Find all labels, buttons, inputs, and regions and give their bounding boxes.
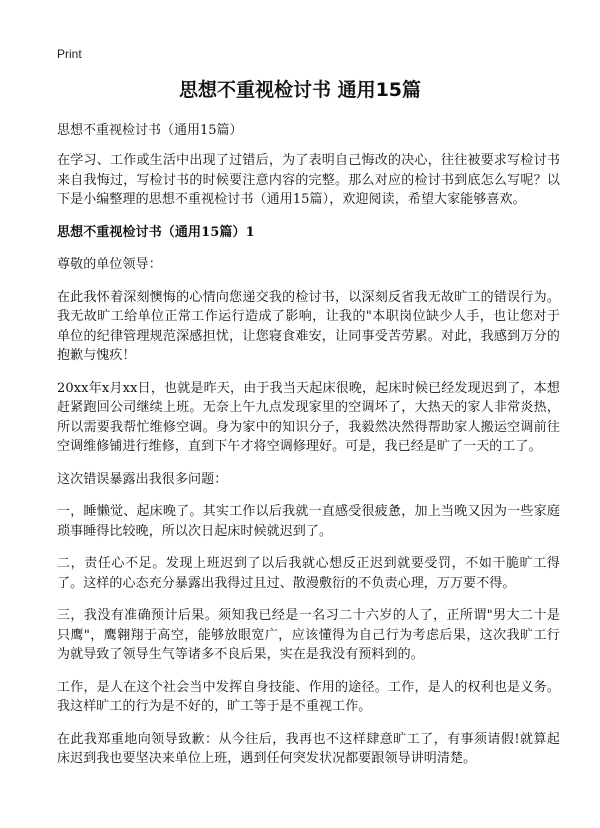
document-title: 思想不重视检讨书 通用15篇 — [178, 79, 422, 101]
section-heading: 思想不重视检讨书（通用15篇）1 — [57, 224, 255, 240]
salutation: 尊敬的单位领导： — [57, 257, 162, 272]
document-body — [57, 151, 560, 782]
body-paragraph: 工作，是人在这个社会当中发挥自身技能、作用的途径。工作，是人的权利也是义务。我这样旷工的行为是不好的，旷工等于是不重视工作。 — [57, 679, 560, 714]
print-label: Print — [57, 47, 82, 61]
intro-paragraph: 在学习、工作或生活中出现了过错后，为了表明自己悔改的决心，往往被要求写检讨书来自我悔过，写检讨书的时候要注意内容的完整。那么对应的检讨书到底怎么写呢？以下是小编整理的思想不重视检讨书（通用15篇），欢迎阅读，希望大家能够喜欢。 — [57, 153, 560, 207]
body-paragraph: 三，我没有准确预计后果。须知我已经是一名习二十六岁的人了，正所谓"男大二十是只鹰"，鹰翱翔于高空，能够放眼宽广，应该懂得为自己行为考虑后果，这次我旷工行为就导致了领导生气等诸多不良后果，实在是我没有预料到的。 — [57, 608, 560, 662]
body-paragraph: 二，责任心不足。发现上班迟到了以后我就心想反正迟到就要受罚，不如干脆旷工得了。这样的心态充分暴露出我得过且过、散漫敷衍的不负责心理，万万要不得。 — [57, 556, 560, 591]
body-paragraph: 一，睡懒觉、起床晚了。其实工作以后我就一直感受很疲惫，加上当晚又因为一些家庭琐事睡得比较晚，所以次日起床时候就迟到了。 — [57, 504, 560, 539]
body-paragraph: 在此我怀着深刻懊悔的心情向您递交我的检讨书，以深刻反省我无故旷工的错误行为。我无故旷工给单位正常工作运行造成了影响，让我的"本职岗位缺少人手，也让您对于单位的纪律管理规范深感担忧，让您寝食难安，让同事受苦劳累。对此，我感到万分的抱歉与愧疚！ — [57, 289, 560, 363]
document-subtitle: 思想不重视检讨书（通用15篇） — [57, 123, 243, 138]
body-paragraph: 20xx年x月xx日，也就是昨天，由于我当天起床很晚，起床时候已经发现迟到了，本想赶紧跑回公司继续上班。无奈上午九点发现家里的空调坏了，大热天的家人非常炎热，所以需要我帮忙维修空调。身为家中的知识分子，我毅然决然得帮助家人搬运空调前往空调维修铺进行维修，直到下午才将空调修理好。可是，我已经是旷了一天的工了。 — [57, 380, 560, 454]
body-paragraph: 在此我郑重地向领导致歉：从今往后，我再也不这样肆意旷工了，有事须请假!就算起床迟到我也要坚决来单位上班，遇到任何突发状况都要跟领导讲明清楚。 — [57, 731, 560, 766]
body-paragraph: 这次错误暴露出我很多问题： — [57, 471, 228, 487]
